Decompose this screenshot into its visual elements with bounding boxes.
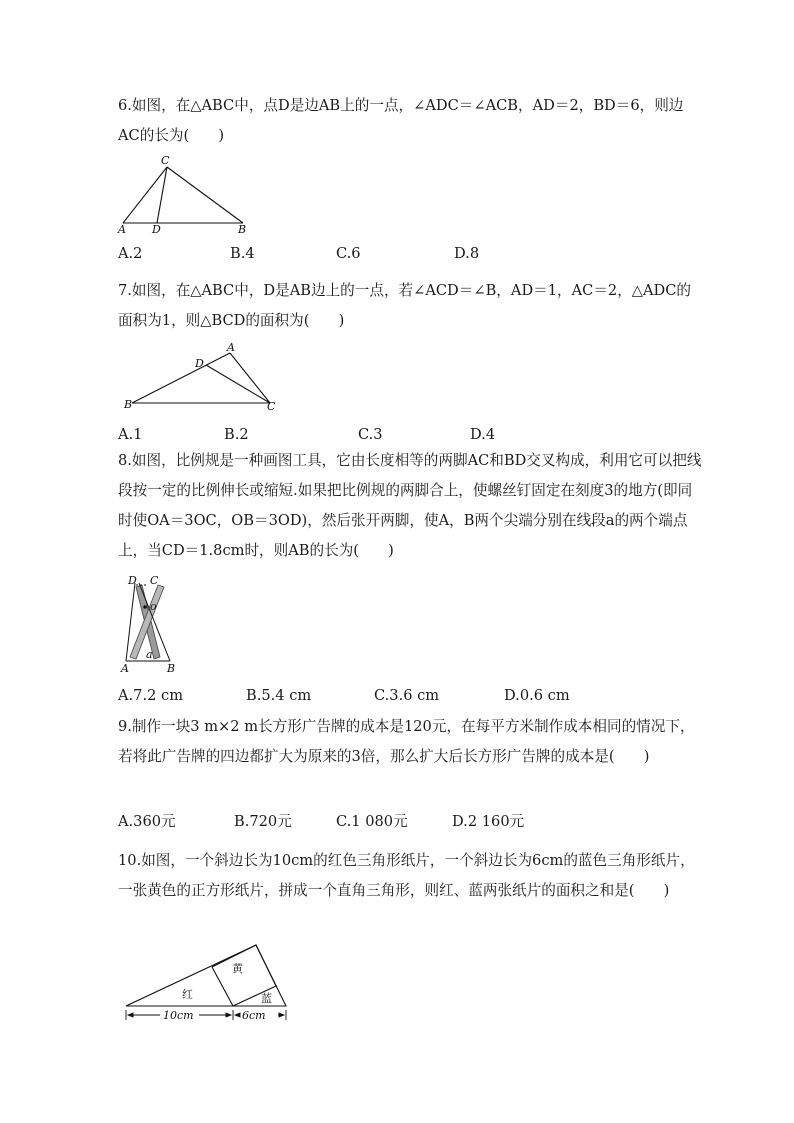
q6-option-b[interactable]: B.4 [230,245,255,262]
q8-label-a: A [121,662,129,675]
q6-option-d[interactable]: D.8 [454,245,480,262]
q8-label-d: D [128,574,137,587]
q8-label-c: C [150,574,159,587]
question-7-figure [120,340,285,416]
question-9-options [118,810,703,834]
question-8-options [118,684,703,708]
question-6-text: 6.如图，在△ABC中，点D是边AB上的一点，∠ADC＝∠ACB，AD＝2，BD＝6，则边AC的长为( ) [118,97,684,144]
q8-label-b: B [167,662,176,675]
q6-label-c: C [161,154,170,167]
question-7-options [118,423,703,447]
q7-option-a[interactable]: A.1 [118,426,143,443]
question-8-figure [118,573,188,677]
q6-label-d: D [152,223,161,236]
q10-label-red: 红 [182,988,193,1001]
q7-label-b: B [124,398,133,411]
q8-option-a[interactable]: A.7.2 cm [118,687,184,704]
question-7-text: 7.如图，在△ABC中，D是AB边上的一点，若∠ACD＝∠B，AD＝1，AC＝2，△ADC的面积为1，则△BCD的面积为( ) [118,282,692,329]
question-10-figure [118,934,292,1026]
question-6-figure [112,152,262,236]
q8-option-b[interactable]: B.5.4 cm [246,687,312,704]
q7-option-d[interactable]: D.4 [470,426,496,443]
question-10-text: 10.如图，一个斜边长为10cm的红色三角形纸片，一个斜边长为6cm的蓝色三角形纸片，一张黄色的正方形纸片，拼成一个直角三角形，则红、蓝两张纸片的面积之和是( ) [118,852,695,899]
q6-option-a[interactable]: A.2 [118,245,143,262]
q10-label-yellow: 黄 [232,962,243,975]
question-8-text: 8.如图，比例规是一种画图工具，它由长度相等的两脚AC和BD交叉构成，利用它可以把线段按一定的比例伸长或缩短.如果把比例规的两脚合上，使螺丝钉固定在刻度3的地方(即同时使OA＝3OC，OB＝3OD)，然后张开两脚，使A，B两个尖端分别在线段a的两个端点上，当CD＝1.8cm时，则AB的长为( ) [118,452,702,559]
question-6-options [118,242,703,266]
q7-option-b[interactable]: B.2 [224,426,249,443]
q9-option-d[interactable]: D.2 160元 [452,813,525,830]
question-9-text: 9.制作一块3 m×2 m长方形广告牌的成本是120元，在每平方米制作成本相同的情况下，若将此广告牌的四边都扩大为原来的3倍，那么扩大后长方形广告牌的成本是( ) [118,718,695,765]
q7-label-d: D [195,357,204,370]
q7-label-a: A [227,341,235,354]
q8-label-o: o [150,600,157,613]
q10-length-10cm: 10cm [163,1009,194,1022]
q10-label-blue: 蓝 [261,992,272,1005]
q9-option-b[interactable]: B.720元 [234,813,292,830]
q9-option-a[interactable]: A.360元 [118,813,176,830]
q6-option-c[interactable]: C.6 [336,245,361,262]
q8-option-c[interactable]: C.3.6 cm [374,687,440,704]
q9-option-c[interactable]: C.1 080元 [336,813,408,830]
q7-label-c: C [267,400,276,413]
q6-label-b: B [238,223,247,236]
q7-option-c[interactable]: C.3 [358,426,383,443]
q10-length-6cm: 6cm [242,1009,266,1022]
q8-option-d[interactable]: D.0.6 cm [504,687,570,704]
q6-label-a: A [118,223,126,236]
q8-label-a-segment: a [146,648,153,661]
